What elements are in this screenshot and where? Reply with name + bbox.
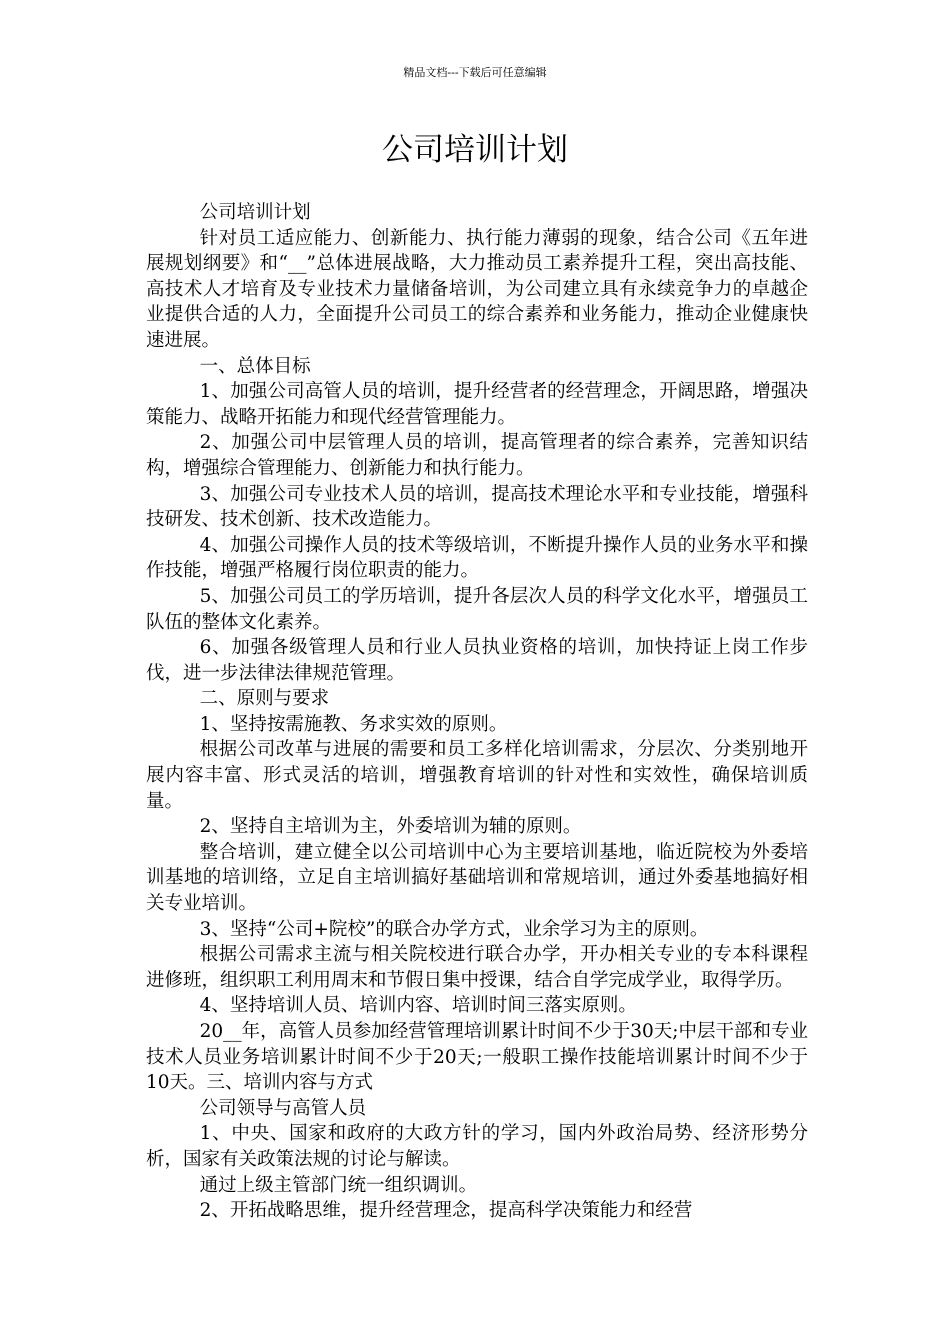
goal-item-1: 1、加强公司高管人员的培训，提升经营者的经营理念，开阔思路，增强决策能力、战略开拓能力和现代经营管理能力。 [146, 381, 808, 428]
goal-item-2: 2、加强公司中层管理人员的培训，提高管理者的综合素养，完善知识结构，增强综合管理能力、创新能力和执行能力。 [146, 432, 808, 479]
principle-detail-1: 根据公司改革与进展的需要和员工多样化培训需求，分层次、分类别地开展内容丰富、形式灵活的培训，增强教育培训的针对性和实效性，确保培训质量。 [146, 739, 808, 812]
principle-item-2: 2、坚持自主培训为主，外委培训为辅的原则。 [199, 816, 582, 838]
document-title: 公司培训计划 [382, 132, 568, 168]
content-item-2: 2、开拓战略思维，提升经营理念，提高科学决策能力和经营 [199, 1200, 693, 1222]
goal-item-3: 3、加强公司专业技术人员的培训，提高技术理论水平和专业技能，增强科技研发、技术创新、技术改造能力。 [146, 483, 808, 531]
section-heading-principles: 二、原则与要求 [199, 688, 330, 710]
principle-detail-2: 整合培训，建立健全以公司培训中心为主要培训基地，临近院校为外委培训基地的培训络，立足自主培训搞好基础培训和常规培训，通过外委基地搞好相关专业培训。 [146, 841, 808, 915]
paragraph-subtitle: 公司培训计划 [199, 202, 311, 223]
goal-item-4: 4、加强公司操作人员的技术等级培训，不断提升操作人员的业务水平和操作技能，增强严格履行岗位职责的能力。 [146, 534, 808, 582]
principle-detail-4: 20__年，高管人员参加经营管理培训累计时间不少于30天;中层干部和专业技术人员业务培训累计时间不少于20天;一般职工操作技能培训累计时间不少于10天。三、培训内容与方式 [146, 1021, 808, 1094]
content-method-1: 通过上级主管部门统一组织调训。 [199, 1174, 478, 1196]
goal-item-6: 6、加强各级管理人员和行业人员执业资格的培训，加快持证上岗工作步伐，进一步法律法律规范管理。 [146, 637, 808, 684]
principle-item-4: 4、坚持培训人员、培训内容、培训时间三落实原则。 [199, 995, 637, 1017]
content-subheading-leaders: 公司领导与高管人员 [199, 1097, 367, 1119]
content-item-1: 1、中央、国家和政府的大政方针的学习，国内外政治局势、经济形势分析，国家有关政策法规的讨论与解读。 [146, 1123, 808, 1170]
header-note: 精品文档---下载后可任意编辑 [403, 66, 547, 79]
principle-item-3: 3、坚持“公司+院校”的联合办学方式，业余学习为主的原则。 [199, 918, 709, 940]
principle-detail-3: 根据公司需求主流与相关院校进行联合办学，开办相关专业的专本科课程进修班，组织职工利用周末和节假日集中授课，结合自学完成学业，取得学历。 [146, 944, 808, 991]
principle-item-1: 1、坚持按需施教、务求实效的原则。 [199, 713, 508, 735]
goal-item-5: 5、加强公司员工的学历培训，提升各层次人员的科学文化水平，增强员工队伍的整体文化素养。 [146, 585, 808, 633]
section-heading-goals: 一、总体目标 [199, 355, 311, 377]
document-body [146, 200, 808, 1224]
paragraph-intro: 针对员工适应能力、创新能力、执行能力薄弱的现象，结合公司《五年进展规划纲要》和“__”总体进展战略，大力推动员工素养提升工程，突出高技能、高技术人才培育及专业技术力量储备培训，为公司建立具有永续竞争力的卓越企业提供合适的人力，全面提升公司员工的综合素养和业务能力，推动企业健康快速进展。 [146, 227, 808, 351]
